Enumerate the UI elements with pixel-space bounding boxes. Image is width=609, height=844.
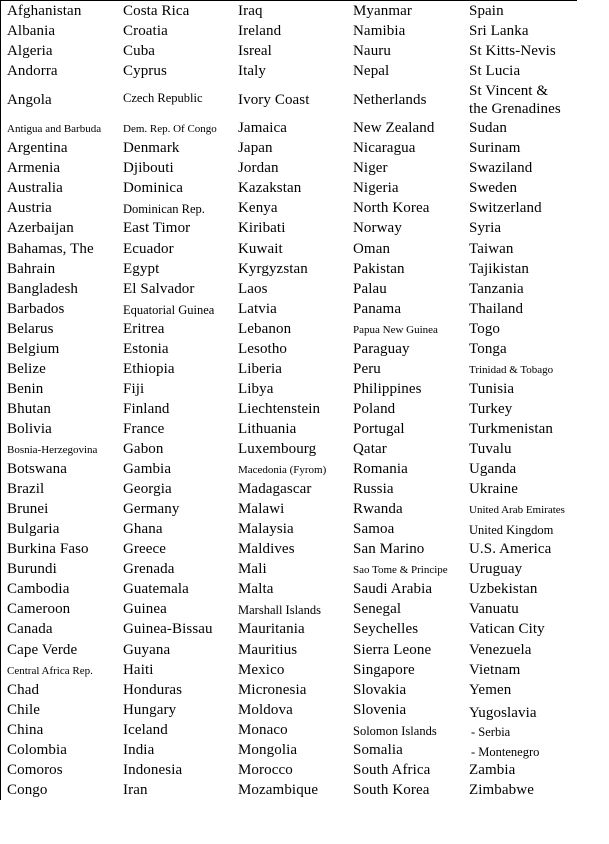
country-cell-namibia: Namibia xyxy=(353,23,406,40)
country-cell-switzerland: Switzerland xyxy=(469,200,542,217)
country-cell-sao-tome-principe: Sao Tome & Principe xyxy=(353,564,448,577)
country-cell-tanzania: Tanzania xyxy=(469,280,524,297)
country-cell-portugal: Portugal xyxy=(353,420,405,437)
country-cell-solomon-islands: Solomon Islands xyxy=(353,723,437,738)
country-cell-east-timor: East Timor xyxy=(123,220,191,237)
country-cell-st-kitts-nevis: St Kitts-Nevis xyxy=(469,43,556,60)
country-cell-uganda: Uganda xyxy=(469,461,517,478)
country-cell-st-lucia: St Lucia xyxy=(469,63,521,80)
country-cell-hungary: Hungary xyxy=(123,701,177,718)
country-cell-ukraine: Ukraine xyxy=(469,481,519,498)
country-cell-guinea: Guinea xyxy=(123,601,167,618)
country-cell-malaysia: Malaysia xyxy=(238,521,294,538)
country-cell-australia: Australia xyxy=(7,180,63,197)
country-cell-brunei: Brunei xyxy=(7,501,49,518)
country-cell-haiti: Haiti xyxy=(123,661,154,678)
country-cell-comoros: Comoros xyxy=(7,761,63,778)
country-cell-moldova: Moldova xyxy=(238,701,293,718)
country-cell-swaziland: Swaziland xyxy=(469,160,533,177)
country-cell-yugoslavia: Yugoslavia xyxy=(469,704,537,721)
country-cell-new-zealand: New Zealand xyxy=(353,120,435,137)
country-cell-guinea-bissau: Guinea-Bissau xyxy=(123,621,213,638)
country-cell-tunisia: Tunisia xyxy=(469,380,515,397)
country-cell-palau: Palau xyxy=(353,280,387,297)
country-cell-kyrgyzstan: Kyrgyzstan xyxy=(238,260,308,277)
country-cell-iraq: Iraq xyxy=(238,3,263,19)
country-cell-cambodia: Cambodia xyxy=(7,581,70,598)
country-cell-syria: Syria xyxy=(469,220,502,237)
country-cell-dem-rep-of-congo: Dem. Rep. Of Congo xyxy=(123,123,217,136)
country-cell-malta: Malta xyxy=(238,581,274,598)
country-cell-sierra-leone: Sierra Leone xyxy=(353,641,432,658)
country-cell-chile: Chile xyxy=(7,701,40,718)
country-cell-burkina-faso: Burkina Faso xyxy=(7,541,89,558)
country-cell-romania: Romania xyxy=(353,461,408,478)
country-cell-singapore: Singapore xyxy=(353,661,415,678)
country-cell-botswana: Botswana xyxy=(7,461,67,478)
country-cell-italy: Italy xyxy=(238,63,266,80)
country-cell-finland: Finland xyxy=(123,400,170,417)
country-cell-honduras: Honduras xyxy=(123,681,183,698)
country-cell-bhutan: Bhutan xyxy=(7,400,51,417)
country-cell-georgia: Georgia xyxy=(123,481,172,498)
country-cell-marshall-islands: Marshall Islands xyxy=(238,603,321,618)
country-cell-kiribati: Kiribati xyxy=(238,220,286,237)
country-cell-china: China xyxy=(7,721,44,738)
country-cell-south-korea: South Korea xyxy=(353,781,430,798)
country-cell-norway: Norway xyxy=(353,220,402,237)
country-cell-canada: Canada xyxy=(7,621,53,638)
country-cell-bangladesh: Bangladesh xyxy=(7,280,78,297)
country-cell-argentina: Argentina xyxy=(7,140,68,157)
country-cell-dominican-rep: Dominican Rep. xyxy=(123,202,205,217)
country-cell-germany: Germany xyxy=(123,501,180,518)
country-cell-algeria: Algeria xyxy=(7,43,53,60)
country-cell-papua-new-guinea: Papua New Guinea xyxy=(353,323,438,336)
country-cell-liberia: Liberia xyxy=(238,360,283,377)
country-cell-niger: Niger xyxy=(353,160,388,177)
country-cell-mexico: Mexico xyxy=(238,661,285,678)
country-cell-nauru: Nauru xyxy=(353,43,391,60)
country-cell-paraguay: Paraguay xyxy=(353,340,410,357)
country-cell-bolivia: Bolivia xyxy=(7,420,52,437)
country-cell-russia: Russia xyxy=(353,481,394,498)
country-cell-congo: Congo xyxy=(7,781,48,798)
country-cell-united-arab-emirates: United Arab Emirates xyxy=(469,504,565,517)
country-cell-indonesia: Indonesia xyxy=(123,761,183,778)
country-cell-libya: Libya xyxy=(238,380,274,397)
country-cell-liechtenstein: Liechtenstein xyxy=(238,400,321,417)
country-cell-cyprus: Cyprus xyxy=(123,63,167,80)
country-cell-uruguay: Uruguay xyxy=(469,561,523,578)
country-cell-ghana: Ghana xyxy=(123,521,163,538)
country-cell-guatemala: Guatemala xyxy=(123,581,189,598)
country-cell-belgium: Belgium xyxy=(7,340,60,357)
country-cell-isreal: Isreal xyxy=(238,43,272,60)
country-cell-mongolia: Mongolia xyxy=(238,741,298,758)
country-cell-mauritania: Mauritania xyxy=(238,621,305,638)
country-cell-rwanda: Rwanda xyxy=(353,501,403,518)
country-cell-burundi: Burundi xyxy=(7,561,57,578)
country-cell-jordan: Jordan xyxy=(238,160,279,177)
country-cell-peru: Peru xyxy=(353,360,381,377)
country-cell-uzbekistan: Uzbekistan xyxy=(469,581,538,598)
country-cell-latvia: Latvia xyxy=(238,300,277,317)
country-cell-senegal: Senegal xyxy=(353,601,402,618)
country-cell-vanuatu: Vanuatu xyxy=(469,601,519,618)
country-cell-oman: Oman xyxy=(353,240,391,257)
country-cell-tuvalu: Tuvalu xyxy=(469,441,512,457)
country-cell-cuba: Cuba xyxy=(123,43,156,60)
country-cell-taiwan: Taiwan xyxy=(469,240,514,257)
country-cell-nepal: Nepal xyxy=(353,63,390,80)
country-cell-barbados: Barbados xyxy=(7,300,65,317)
country-cell-antigua-and-barbuda: Antigua and Barbuda xyxy=(7,123,102,136)
country-cell-costa-rica: Costa Rica xyxy=(123,3,190,19)
country-cell-fiji: Fiji xyxy=(123,380,145,397)
country-cell-central-africa-rep: Central Africa Rep. xyxy=(7,664,93,677)
country-cell-gambia: Gambia xyxy=(123,461,172,478)
country-cell-guyana: Guyana xyxy=(123,641,171,658)
country-cell-azerbaijan: Azerbaijan xyxy=(7,220,74,237)
country-cell-denmark: Denmark xyxy=(123,140,180,157)
country-cell-turkmenistan: Turkmenistan xyxy=(469,420,553,437)
country-cell-lebanon: Lebanon xyxy=(238,320,292,337)
country-cell-egypt: Egypt xyxy=(123,260,160,277)
country-cell-panama: Panama xyxy=(353,300,402,317)
country-cell-surinam: Surinam xyxy=(469,140,521,157)
country-cell-austria: Austria xyxy=(7,200,52,217)
country-cell-cape-verde: Cape Verde xyxy=(7,641,78,658)
country-cell-north-korea: North Korea xyxy=(353,200,430,217)
country-cell-spain: Spain xyxy=(469,3,504,19)
country-cell-belize: Belize xyxy=(7,360,46,377)
country-cell-brazil: Brazil xyxy=(7,481,45,498)
country-cell-sweden: Sweden xyxy=(469,180,518,197)
country-cell-trinidad-tobago: Trinidad & Tobago xyxy=(469,363,554,376)
country-cell-pakistan: Pakistan xyxy=(353,260,405,277)
country-cell-mauritius: Mauritius xyxy=(238,641,298,658)
country-cell-maldives: Maldives xyxy=(238,541,295,558)
country-cell-vietnam: Vietnam xyxy=(469,661,521,678)
country-cell-slovakia: Slovakia xyxy=(353,681,407,698)
country-cell-djibouti: Djibouti xyxy=(123,160,174,177)
country-cell-somalia: Somalia xyxy=(353,741,403,758)
country-cell-dominica: Dominica xyxy=(123,180,183,197)
country-cell-japan: Japan xyxy=(238,140,273,157)
country-cell-united-kingdom: United Kingdom xyxy=(469,523,554,538)
country-cell-india: India xyxy=(123,741,155,758)
country-cell-nigeria: Nigeria xyxy=(353,180,399,197)
country-cell-croatia: Croatia xyxy=(123,23,168,40)
country-cell-estonia: Estonia xyxy=(123,340,169,357)
country-cell-venezuela: Venezuela xyxy=(469,641,532,658)
country-cell-ireland: Ireland xyxy=(238,23,282,40)
country-cell-albania: Albania xyxy=(7,23,56,40)
country-cell-bulgaria: Bulgaria xyxy=(7,521,60,538)
country-cell-poland: Poland xyxy=(353,400,396,417)
country-cell-benin: Benin xyxy=(7,380,44,397)
country-cell-zambia: Zambia xyxy=(469,761,516,778)
country-cell-bahrain: Bahrain xyxy=(7,260,56,277)
country-cell-togo: Togo xyxy=(469,320,501,337)
country-cell-sudan: Sudan xyxy=(469,120,507,137)
country-cell-slovenia: Slovenia xyxy=(353,701,407,718)
country-cell-bahamas-the: Bahamas, The xyxy=(7,240,94,257)
country-cell-kuwait: Kuwait xyxy=(238,240,283,257)
country-cell-andorra: Andorra xyxy=(7,63,58,80)
country-cell-ecuador: Ecuador xyxy=(123,240,174,257)
country-cell-madagascar: Madagascar xyxy=(238,481,312,498)
country-cell-kenya: Kenya xyxy=(238,200,278,217)
country-cell-samoa: Samoa xyxy=(353,521,395,538)
country-cell-czech-republic: Czech Republic xyxy=(123,91,203,106)
country-cell-macedonia-fyrom: Macedonia (Fyrom) xyxy=(238,464,327,477)
country-cell-south-africa: South Africa xyxy=(353,761,431,778)
country-cell-belarus: Belarus xyxy=(7,320,54,337)
country-cell-philippines: Philippines xyxy=(353,380,422,397)
country-cell-el-salvador: El Salvador xyxy=(123,280,195,297)
country-cell-equatorial-guinea: Equatorial Guinea xyxy=(123,302,215,317)
country-cell-mali: Mali xyxy=(238,561,267,578)
country-cell-qatar: Qatar xyxy=(353,441,387,457)
country-cell-tajikistan: Tajikistan xyxy=(469,260,529,277)
country-cell-lesotho: Lesotho xyxy=(238,340,288,357)
country-cell-serbia: - Serbia xyxy=(471,724,511,739)
country-cell-france: France xyxy=(123,420,165,437)
country-cell-colombia: Colombia xyxy=(7,741,67,758)
country-cell-yemen: Yemen xyxy=(469,681,512,698)
country-cell-kazakstan: Kazakstan xyxy=(238,180,302,197)
country-cell-malawi: Malawi xyxy=(238,501,285,518)
country-cell-vatican-city: Vatican City xyxy=(469,621,545,638)
country-cell-greece: Greece xyxy=(123,541,167,558)
country-cell-gabon: Gabon xyxy=(123,441,164,457)
country-cell-zimbabwe: Zimbabwe xyxy=(469,781,534,798)
country-cell-luxembourg: Luxembourg xyxy=(238,441,317,457)
country-cell-montenegro: - Montenegro xyxy=(471,744,540,759)
country-cell-st-vincent-the-grenadines: St Vincent & the Grenadines xyxy=(469,83,561,118)
country-cell-bosnia-herzegovina: Bosnia-Herzegovina xyxy=(7,444,98,456)
country-cell-nicaragua: Nicaragua xyxy=(353,140,416,157)
country-cell-lithuania: Lithuania xyxy=(238,420,297,437)
country-cell-myanmar: Myanmar xyxy=(353,3,413,19)
country-cell-armenia: Armenia xyxy=(7,160,61,177)
country-cell-sri-lanka: Sri Lanka xyxy=(469,23,529,40)
country-cell-monaco: Monaco xyxy=(238,721,288,738)
country-cell-cameroon: Cameroon xyxy=(7,601,71,618)
country-cell-san-marino: San Marino xyxy=(353,541,425,558)
country-cell-chad: Chad xyxy=(7,681,40,698)
country-cell-jamaica: Jamaica xyxy=(238,120,288,137)
country-cell-micronesia: Micronesia xyxy=(238,681,307,698)
country-cell-eritrea: Eritrea xyxy=(123,320,165,337)
country-cell-thailand: Thailand xyxy=(469,300,524,317)
country-cell-mozambique: Mozambique xyxy=(238,781,319,798)
country-cell-laos: Laos xyxy=(238,280,268,297)
country-cell-angola: Angola xyxy=(7,92,52,109)
country-cell-ethiopia: Ethiopia xyxy=(123,360,175,377)
country-cell-seychelles: Seychelles xyxy=(353,621,419,638)
country-cell-saudi-arabia: Saudi Arabia xyxy=(353,581,433,598)
country-cell-grenada: Grenada xyxy=(123,561,175,578)
country-cell-iceland: Iceland xyxy=(123,721,168,738)
country-cell-ivory-coast: Ivory Coast xyxy=(238,92,310,109)
country-cell-afghanistan: Afghanistan xyxy=(7,3,82,19)
country-cell-netherlands: Netherlands xyxy=(353,92,427,109)
country-cell-tonga: Tonga xyxy=(469,340,507,357)
country-cell-turkey: Turkey xyxy=(469,400,513,417)
country-cell-morocco: Morocco xyxy=(238,761,293,778)
country-cell-iran: Iran xyxy=(123,781,148,798)
country-cell-u-s-america: U.S. America xyxy=(469,541,552,558)
